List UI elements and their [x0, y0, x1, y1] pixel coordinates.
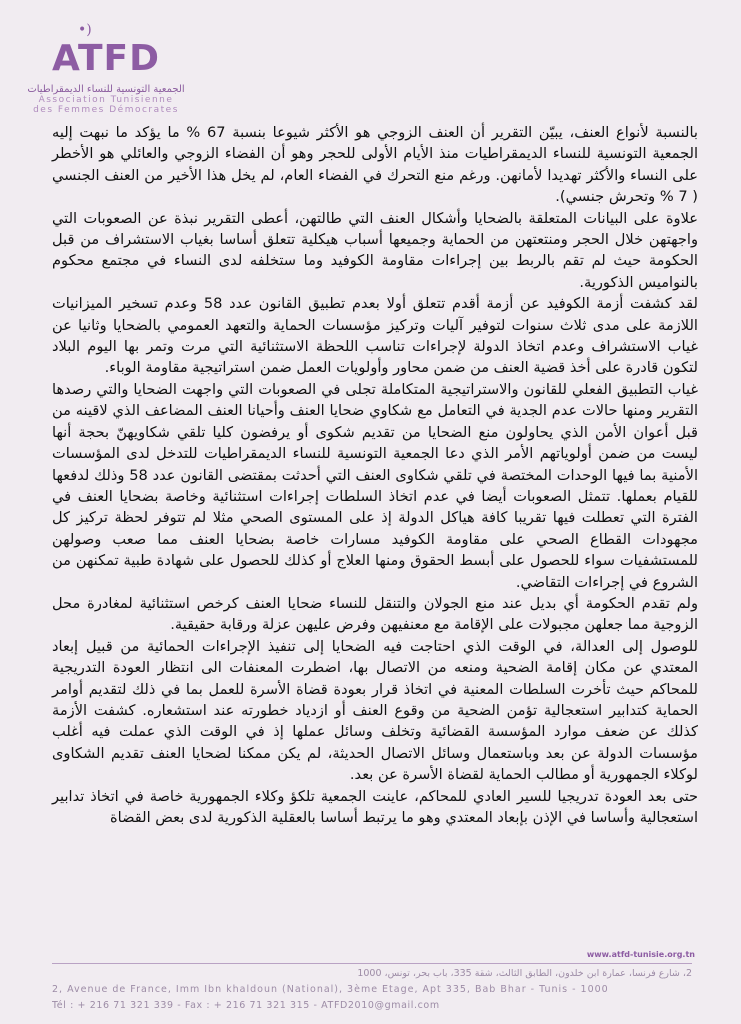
- paragraph-difficulties: علاوة على البيانات المتعلقة بالضحايا وأشكال العنف التي طالتهن، أعطى التقرير نبذة عن الصعوبات التي واجهتهن خلال الحجر ومنتعتهن من الحماية وجميعها أسباب هيكلية تتعلق أساسا بغياب الاستشراف من قبل الحكومة حيث لم تقم بالربط بين إجراءات مقاومة الكوفيد وما ستخلفه لدى النساء في مجتمع محكوم بالنواميس الذكورية.: [52, 209, 698, 291]
- logo-arabic-name: الجمعية التونسية للنساء الديمقراطيات: [27, 84, 185, 95]
- paragraph-courts-return: حتى بعد العودة تدريجيا للسير العادي للمحاكم، عاينت الجمعية تلكؤ وكلاء الجمهورية خاصة في اتخاذ تدابير استعجالية وأساسا في الإذن بإبعاد المعتدي وهو ما يرتبط أساسا بالعقلية الذكورية لدى بعض القضاة: [52, 787, 698, 826]
- footer-address-french: 2, Avenue de France, Imm Ibn khaldoun (National), 3ème Etage, Apt 335, Bab Bhar - Tunis - 1000: [52, 984, 609, 995]
- paragraph-justice-access: للوصول إلى العدالة، في الوقت الذي احتاجت فيه الضحايا إلى تنفيذ الإجراءات الحمائية من قبيل إبعاد المعتدي عن مكان إقامة الضحية ومنعه من الاتصال بها، اضطرت المعنفات الى انتظار العودة التدريجية للمحاكم حيث تأخرت السلطات المعنية في اتخاذ قرار بعودة قضاة الأسرة للعمل بما في ذلك لتقديم أوامر الحماية كتدابير استعجالية تؤمن الضحية من وقوع العنف أو ازدياد خطورته عند استشعاره. كشفت الأزمة كذلك عن ضعف موارد المؤسسة القضائية وتخلف وسائل عملها إذ في الوقت الذي عملت فيه أغلب مؤسسات الدولة عن بعد وباستعمال وسائل الاتصال الحديثة، لم يكن ممكنا لضحايا العنف تقديم الشكاوى لوكلاء الجمهورية أو مطالب الحماية لقضاة الأسرة عن بعد.: [52, 637, 698, 784]
- paragraph-law-application: غياب التطبيق الفعلي للقانون والاستراتيجية المتكاملة تجلى في الصعوبات التي واجهت الضحايا والتي رصدها التقرير ومنها حالات عدم الجدية في التعامل مع شكاوي ضحايا العنف وأحيانا العنف المضاعف الذي لاقينه من قبل أعوان الأمن الذي يحاولون منع الضحايا من تقديم شكوى أو يرفضون كليا تلقي شكاويهنّ بحجة أنها ليست من ضمن أولوياتهم الأمر الذي دعا الجمعية التونسية للنساء الديمقراطيات للتدخل لدى المؤسسات الأمنية بما فيها الوحدات المختصة في تلقي شكاوى العنف التي أحدثت بمقتضى القانون عدد 58 وذلك لدفعها للقيام بعملها. تتمثل الصعوبات أيضا في عدم اتخاذ السلطات إجراءات استثنائية وخاصة بضحايا العنف في الفترة التي تعطلت فيها تقريبا كافة هياكل الدولة إذ على المستوى الصحي مثلا لم تتوفر لحظة تركيز كل مجهودات القطاع الصحي على مقاومة الكوفيد مسارات خاصة بضحايا العنف مما صعب وصولهن للمستشفيات سواء للحصول على أبسط الحقوق ومنها العلاج أو كذلك للحصول على شهادة طبية تمكنهن من الشروع في إجراءات التقاضي.: [52, 380, 698, 591]
- logo-french-name-2: des Femmes Démocrates: [33, 105, 179, 115]
- footer-divider: [52, 963, 692, 964]
- paragraph-violence-types: بالنسبة لأنواع العنف، يبيّن التقرير أن العنف الزوجي هو الأكثر شيوعا بنسبة 67 % ما يؤكد ما نبهت إليه الجمعية التونسية للنساء الديمقراطيات منذ الأيام الأولى للحجر وهو أن الفضاء الزوجي والعائلي هو الأخطر على النساء والأكثر تهديدا لأمانهن. ورغم منع التحرك في الفضاء العام، لم يخل هذا الأخير من العنف الجنسي ( 7 % وتحرش جنسي).: [52, 124, 698, 206]
- paragraph-government: ولم تقدم الحكومة أي بديل عند منع الجولان والتنقل للنساء ضحايا العنف كرخص استثنائية لمغادرة محل الزوجية مما جعلهن مجبولات على الإقامة مع معنفيهن وفرض عليهن عزلة ورقابة حقيقية.: [52, 594, 698, 634]
- footer-contact: Tél : + 216 71 321 339 - Fax : + 216 71 321 315 - ATFD2010@gmail.com: [52, 1000, 440, 1011]
- paragraph-covid-crisis: لقد كشفت أزمة الكوفيد عن أزمة أقدم تتعلق أولا بعدم تطبيق القانون عدد 58 وعدم تسخير الميزانيات اللازمة على مدى ثلاث سنوات لتوفير آليات وتركيز مؤسسات الحماية والتعهد العمومي بالضحايا وثانيا عن غياب الاستشراف وعدم اتخاذ الدولة لإجراءات تناسب اللحظة الاستثنائية التي مرت وتمر بها اليوم البلاد لتكون قادرة على أخذ قضية العنف من ضمن محاور وأولويات العمل ضمن استراتيجية مقاومة الوباء.: [52, 295, 698, 377]
- website-link[interactable]: www.atfd-tunisie.org.tn: [586, 950, 695, 959]
- atfd-logo: [26, 22, 186, 132]
- logo-mark: ATFD: [51, 38, 161, 79]
- logo-french-name-1: Association Tunisienne: [38, 95, 174, 105]
- logo-figure-icon: •): [78, 22, 92, 38]
- footer-address-arabic: 2، شارع فرنسا، عمارة ابن خلدون، الطابق الثالث، شقة 335، باب بحر، تونس، 1000: [357, 968, 692, 979]
- document-body: [52, 122, 698, 828]
